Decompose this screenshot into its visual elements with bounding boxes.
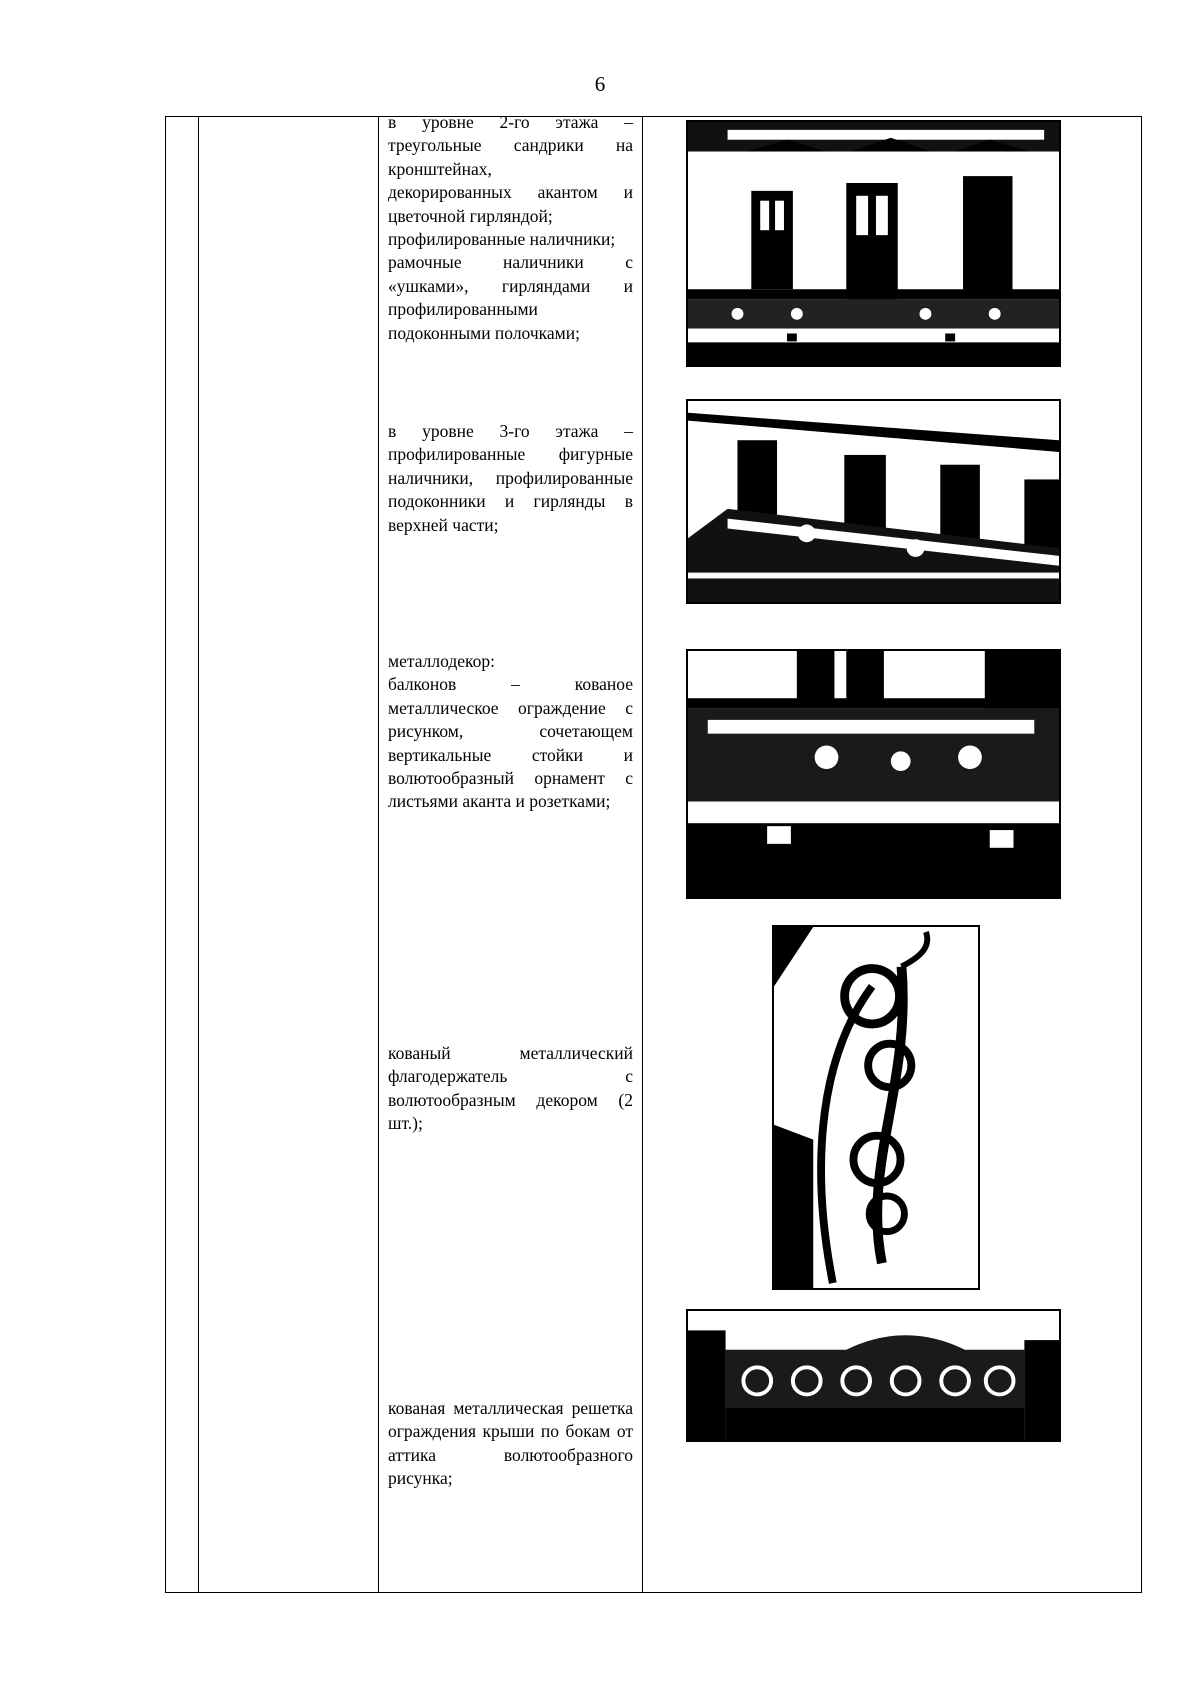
description-paragraph: кованый металлический флагодержатель с волютообразным декором (2 шт.);: [388, 1043, 633, 1134]
facade-3rd-floor-photo-icon: [686, 399, 1061, 604]
description-paragraph: в уровне 2-го этажа – треугольные сандрики на кронштейнах,: [388, 112, 633, 179]
description-paragraph: балконов – кованое металлическое ограждение с рисунком, сочетающем вертикальные стойки и волютообразный орнамент с листьями аканта и розетками;: [388, 674, 633, 812]
document-table: [165, 112, 1142, 1593]
description-paragraph: в уровне 3-го этажа – профилированные фигурные наличники, профилированные подоконники и гирлянды в верхней части;: [388, 421, 633, 535]
roof-grille-photo-icon: [686, 1309, 1061, 1442]
description-paragraph: металлодекор:: [388, 651, 495, 671]
description-row-2: [388, 420, 633, 537]
table-column-divider: [642, 117, 643, 1592]
description-row-3: [388, 650, 633, 814]
description-paragraph: профилированные наличники;: [388, 229, 616, 250]
description-paragraph: декорированных акантом и цветочной гирляндой;: [388, 182, 633, 226]
table-column-divider: [198, 117, 199, 1592]
description-row-1: [388, 111, 633, 345]
balcony-railing-photo-icon: [686, 649, 1061, 899]
facade-2nd-floor-photo-icon: [686, 120, 1061, 367]
description-paragraph: кованая металлическая решетка ограждения крыши по бокам от аттика волютообразного рисунка;: [388, 1398, 633, 1489]
page-number: 6: [594, 72, 606, 96]
flag-holder-photo-icon: [772, 925, 980, 1290]
description-paragraph: рамочные наличники с «ушками», гирляндами и профилированными подоконными полочками;: [388, 252, 633, 343]
description-row-5: [388, 1397, 633, 1491]
description-row-4: [388, 1042, 633, 1136]
table-column-divider: [378, 117, 379, 1592]
